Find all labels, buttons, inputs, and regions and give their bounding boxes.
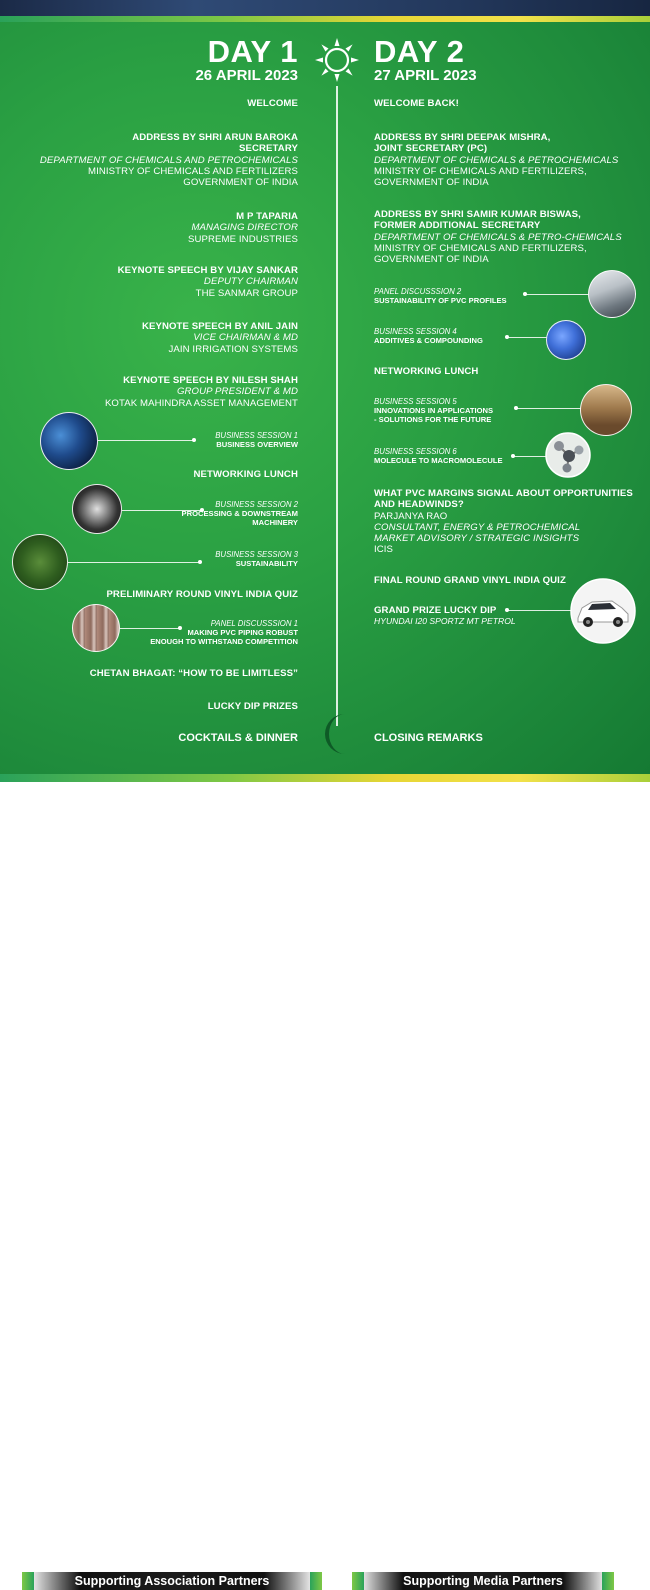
day2-grand-prize (374, 605, 516, 626)
day1-date: 26 APRIL 2023 (195, 67, 298, 84)
session-title: SUSTAINABILITY (235, 559, 298, 568)
day1-session2 (182, 500, 298, 527)
connector-dot (192, 438, 196, 442)
talk-title: WHAT PVC MARGINS SIGNAL ABOUT OPPORTUNITIES (374, 488, 633, 499)
day2-title: DAY 2 (374, 34, 465, 69)
company-line: THE SANMAR GROUP (195, 287, 298, 299)
company-line: JAIN IRRIGATION SYSTEMS (168, 343, 298, 355)
department-line: DEPARTMENT OF CHEMICALS & PETROCHEMICALS (374, 154, 619, 166)
government-line: GOVERNMENT OF INDIA (374, 254, 489, 266)
ministry-line: MINISTRY OF CHEMICALS AND FERTILIZERS (87, 165, 298, 177)
connector-line (507, 337, 547, 338)
bottom-stripe (0, 774, 650, 782)
day1-address-baroka (40, 132, 298, 188)
day2-session6 (374, 447, 503, 465)
speaker-title: CONSULTANT, ENERGY & PETROCHEMICAL (374, 521, 581, 533)
day1-session1 (215, 431, 298, 449)
session-label: BUSINESS SESSION 1 (215, 431, 298, 440)
company-line: KOTAK MAHINDRA ASSET MANAGEMENT (104, 397, 298, 409)
speaker-title: MARKET ADVISORY / STRATEGIC INSIGHTS (374, 533, 580, 545)
pvc-profiles-image (588, 270, 636, 318)
footer (0, 782, 650, 1588)
day2-address-mishra (374, 132, 618, 188)
speaker-line: ADDRESS BY SHRI DEEPAK MISHRA, (374, 132, 551, 143)
session-title: MOLECULE TO MACROMOLECULE (374, 456, 503, 465)
speaker-title: MANAGING DIRECTOR (191, 222, 298, 234)
session-title: ADDITIVES & COMPOUNDING (374, 336, 483, 345)
day2-date: 27 APRIL 2023 (374, 67, 477, 84)
speaker-title: VICE CHAIRMAN & MD (193, 332, 298, 344)
day1-chetan-bhagat: CHETAN BHAGAT: “HOW TO BE LIMITLESS” (89, 668, 298, 679)
speaker-title: DEPUTY CHAIRMAN (203, 276, 298, 288)
molecule-image (545, 432, 591, 478)
company-line: ICIS (374, 544, 394, 556)
ministry-line: MINISTRY OF CHEMICALS AND FERTILIZERS, (374, 242, 587, 254)
speaker-title: JOINT SECRETARY (PC) (374, 143, 488, 155)
connector-line (507, 610, 571, 611)
connector-line (525, 294, 589, 295)
speaker-line: ADDRESS BY SHRI SAMIR KUMAR BISWAS, (374, 209, 581, 220)
day1-keynote-shah (105, 375, 298, 409)
session-label: BUSINESS SESSION 2 (215, 500, 298, 509)
speaker-line: ADDRESS BY SHRI ARUN BAROKA (132, 132, 298, 143)
government-line: GOVERNMENT OF INDIA (374, 177, 489, 189)
day1-lucky-dip: LUCKY DIP PRIZES (207, 701, 298, 712)
machinery-image (72, 484, 122, 534)
ministry-line: MINISTRY OF CHEMICALS AND FERTILIZERS, (374, 165, 587, 177)
department-line: DEPARTMENT OF CHEMICALS AND PETROCHEMICALS (39, 154, 298, 166)
company-line: SUPREME INDUSTRIES (187, 233, 298, 245)
department-line: DEPARTMENT OF CHEMICALS & PETRO-CHEMICALS (374, 231, 622, 243)
day2-networking-lunch: NETWORKING LUNCH (374, 366, 479, 377)
day2-closing-remarks: CLOSING REMARKS (374, 732, 483, 744)
connector-line (513, 456, 547, 457)
day2-final-quiz: FINAL ROUND GRAND VINYL INDIA QUIZ (374, 575, 566, 586)
car-image (570, 578, 636, 644)
day2-session4 (374, 327, 483, 345)
day1-keynote-sankar (118, 265, 298, 299)
session-title: - SOLUTIONS FOR THE FUTURE (374, 415, 492, 424)
day2-welcome-back: WELCOME BACK! (374, 98, 459, 109)
session-label: BUSINESS SESSION 4 (374, 327, 457, 336)
speaker-title: GROUP PRESIDENT & MD (176, 386, 298, 398)
day2-margins-talk (374, 488, 633, 556)
keynote-line: KEYNOTE SPEECH BY NILESH SHAH (123, 375, 298, 386)
agenda-panel (0, 22, 650, 774)
sustainability-image (12, 534, 68, 590)
day1-keynote-jain (142, 321, 298, 355)
prize-title: GRAND PRIZE LUCKY DIP (374, 605, 497, 616)
session-title: INNOVATIONS IN APPLICATIONS (374, 406, 494, 415)
day1-cocktails-dinner: COCKTAILS & DINNER (178, 732, 298, 744)
day2-session5 (374, 397, 493, 424)
session-label: BUSINESS SESSION 6 (374, 447, 457, 456)
session-title: MACHINERY (252, 518, 298, 527)
media-partners-banner: Supporting Media Partners (358, 1572, 608, 1590)
prize-subtitle: HYUNDAI I20 SPORTZ MT PETROL (374, 616, 516, 627)
session-title: PROCESSING & DOWNSTREAM (181, 509, 298, 518)
keynote-line: KEYNOTE SPEECH BY ANIL JAIN (141, 321, 298, 332)
day1-taparia (188, 211, 298, 245)
connector-line (68, 562, 200, 563)
keynote-line: KEYNOTE SPEECH BY VIJAY SANKAR (117, 265, 298, 276)
day1-networking-lunch: NETWORKING LUNCH (193, 469, 298, 480)
timeline-line (336, 86, 338, 726)
connector-dot (198, 560, 202, 564)
connector-line (98, 440, 194, 441)
speaker-line: M P TAPARIA (236, 211, 298, 222)
government-line: GOVERNMENT OF INDIA (183, 177, 298, 189)
panel-label: PANEL DISCUSSSION 1 (210, 619, 298, 628)
innovations-image (580, 384, 632, 436)
sun-icon (313, 36, 361, 84)
business-overview-image (40, 412, 98, 470)
day1-quiz: PRELIMINARY ROUND VINYL INDIA QUIZ (106, 589, 298, 600)
talk-title: AND HEADWINDS? (374, 499, 464, 511)
pvc-piping-image (72, 604, 120, 652)
panel-title: MAKING PVC PIPING ROBUST (187, 628, 298, 637)
panel-label: PANEL DISCUSSSION 2 (374, 287, 462, 296)
day1-welcome: WELCOME (247, 98, 298, 109)
day2-panel2 (374, 287, 507, 305)
session-label: BUSINESS SESSION 5 (374, 397, 457, 406)
session-label: BUSINESS SESSION 3 (215, 550, 298, 559)
session-title: BUSINESS OVERVIEW (216, 440, 298, 449)
connector-line (516, 408, 582, 409)
speaker-line: PARJANYA RAO (374, 510, 448, 522)
day2-address-biswas (374, 209, 622, 265)
additives-image (546, 320, 586, 360)
day1-header (195, 36, 298, 84)
association-partners-banner: Supporting Association Partners (28, 1572, 316, 1590)
panel-title: ENOUGH TO WITHSTAND COMPETITION (150, 637, 298, 646)
day1-session3 (215, 550, 298, 568)
speaker-title: SECRETARY (238, 143, 298, 155)
day2-header (374, 36, 477, 84)
speaker-title: FORMER ADDITIONAL SECRETARY (374, 220, 541, 232)
crescent-moon-icon (323, 712, 353, 756)
day1-panel1 (150, 619, 298, 646)
panel-title: SUSTAINABILITY OF PVC PROFILES (374, 296, 507, 305)
day1-title: DAY 1 (207, 34, 298, 69)
